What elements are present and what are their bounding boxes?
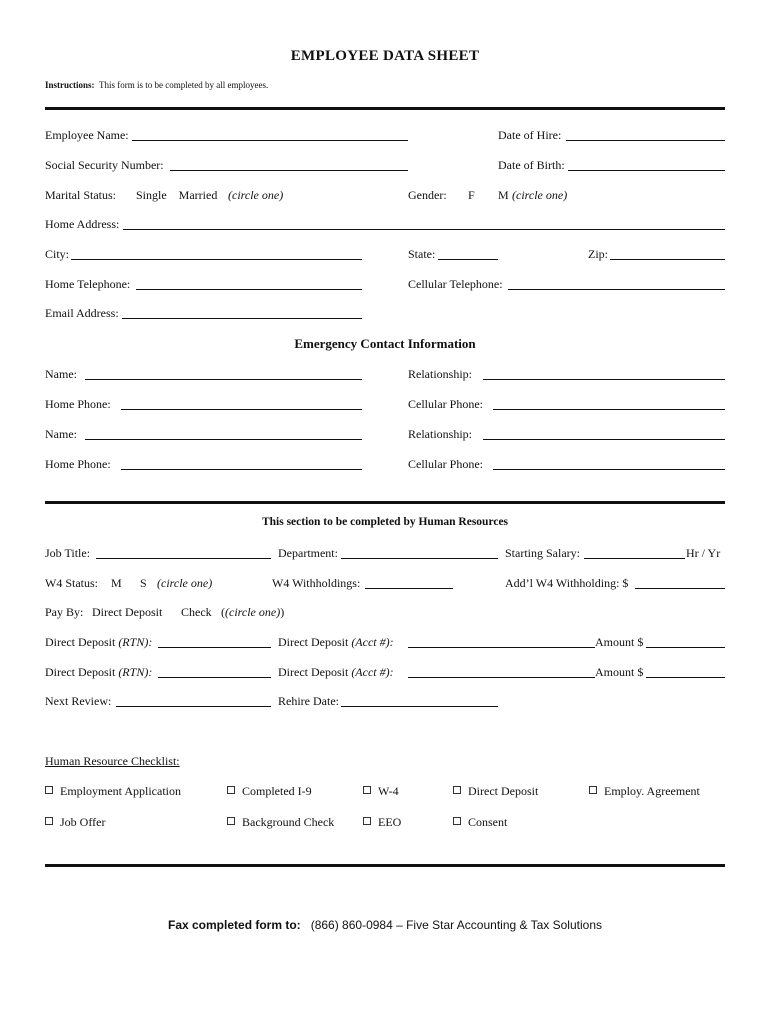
marital-status-label: Marital Status: — [45, 188, 116, 202]
dd-rtn-2-label — [45, 665, 152, 679]
department-field[interactable] — [341, 558, 498, 559]
dd-acct-1-prefix: Direct Deposit — [278, 635, 349, 649]
emergency-cellular-phone-1-label: Cellular Phone: — [408, 397, 483, 411]
rehire-date-field[interactable] — [341, 706, 498, 707]
marital-options[interactable]: Single Married — [136, 188, 218, 202]
instructions-text: This form is to be completed by all employees. — [99, 80, 269, 90]
amount-2-field[interactable] — [646, 677, 725, 678]
zip-field[interactable] — [610, 259, 725, 260]
checkbox-icon[interactable] — [363, 786, 371, 794]
gender-option-m[interactable]: M — [498, 188, 509, 202]
top-divider — [45, 107, 725, 110]
checklist-label: EEO — [378, 815, 402, 829]
checklist-label: Employ. Agreement — [604, 784, 700, 798]
checklist-label: Consent — [468, 815, 508, 829]
dd-acct-2-suffix: (Acct #): — [351, 665, 394, 679]
department-label: Department: — [278, 546, 338, 560]
checklist-item-consent[interactable] — [453, 815, 507, 829]
checklist-label: Job Offer — [60, 815, 106, 829]
employee-name-label: Employee Name: — [45, 128, 129, 142]
checklist-label: W-4 — [378, 784, 399, 798]
starting-salary-label: Starting Salary: — [505, 546, 580, 560]
date-of-hire-field[interactable] — [566, 140, 725, 141]
emergency-cellular-phone-2-field[interactable] — [493, 469, 725, 470]
checklist-item-w4[interactable] — [363, 784, 399, 798]
emergency-name-2-field[interactable] — [85, 439, 362, 440]
pay-by-circle-note: ((circle one)) — [221, 605, 285, 619]
dd-rtn-2-field[interactable] — [158, 677, 271, 678]
zip-label: Zip: — [588, 247, 608, 261]
fax-footer — [0, 918, 770, 932]
dd-acct-2-field[interactable] — [408, 677, 595, 678]
dd-rtn-1-prefix: Direct Deposit — [45, 635, 116, 649]
dd-acct-1-suffix: (Acct #): — [351, 635, 394, 649]
date-of-hire-label: Date of Hire: — [498, 128, 562, 142]
emergency-home-phone-2-label: Home Phone: — [45, 457, 111, 471]
bottom-divider — [45, 864, 725, 867]
employee-name-field[interactable] — [132, 140, 408, 141]
checkbox-icon[interactable] — [453, 786, 461, 794]
date-of-birth-label: Date of Birth: — [498, 158, 565, 172]
dd-rtn-1-label — [45, 635, 152, 649]
emergency-cellular-phone-2-label: Cellular Phone: — [408, 457, 483, 471]
gender-option-f[interactable]: F — [468, 188, 475, 202]
checkbox-icon[interactable] — [589, 786, 597, 794]
w4-option-m[interactable]: M — [111, 576, 122, 590]
cellular-telephone-field[interactable] — [508, 289, 725, 290]
salary-unit-label[interactable]: Hr / Yr — [686, 546, 721, 560]
cellular-telephone-label: Cellular Telephone: — [408, 277, 503, 291]
job-title-field[interactable] — [96, 558, 271, 559]
w4-option-s[interactable]: S — [140, 576, 147, 590]
checklist-title: Human Resource Checklist: — [45, 754, 180, 768]
hr-divider — [45, 501, 725, 504]
checklist-label: Direct Deposit — [468, 784, 539, 798]
pay-by-circle-note-text: (circle one) — [225, 605, 281, 619]
gender-label: Gender: — [408, 188, 447, 202]
addl-w4-withholding-label: Add’l W4 Withholding: $ — [505, 576, 629, 590]
checklist-item-employment-application[interactable] — [45, 784, 181, 798]
emergency-relationship-1-field[interactable] — [483, 379, 725, 380]
emergency-cellular-phone-1-field[interactable] — [493, 409, 725, 410]
emergency-relationship-2-field[interactable] — [483, 439, 725, 440]
w4-withholdings-field[interactable] — [365, 588, 453, 589]
addl-w4-withholding-field[interactable] — [635, 588, 725, 589]
checkbox-icon[interactable] — [227, 786, 235, 794]
checklist-label: Background Check — [242, 815, 335, 829]
ssn-label: Social Security Number: — [45, 158, 164, 172]
emergency-name-2-label: Name: — [45, 427, 77, 441]
dd-acct-2-label — [278, 665, 394, 679]
email-address-field[interactable] — [122, 318, 362, 319]
checkbox-icon[interactable] — [363, 817, 371, 825]
emergency-relationship-1-label: Relationship: — [408, 367, 472, 381]
amount-2-label: Amount $ — [595, 665, 644, 679]
home-address-label: Home Address: — [45, 217, 120, 231]
emergency-heading: Emergency Contact Information — [294, 336, 476, 351]
form-title: EMPLOYEE DATA SHEET — [290, 48, 480, 64]
checkbox-icon[interactable] — [227, 817, 235, 825]
emergency-relationship-2-label: Relationship: — [408, 427, 472, 441]
instructions — [45, 80, 268, 90]
emergency-name-1-field[interactable] — [85, 379, 362, 380]
date-of-birth-field[interactable] — [568, 170, 725, 171]
instructions-label: Instructions: — [45, 80, 95, 90]
pay-by-label: Pay By: — [45, 605, 84, 619]
hr-heading: This section to be completed by Human Resources — [261, 516, 509, 528]
dd-rtn-2-suffix: (RTN): — [118, 665, 153, 679]
city-label: City: — [45, 247, 70, 261]
dd-acct-2-prefix: Direct Deposit — [278, 665, 349, 679]
dd-acct-1-field[interactable] — [408, 647, 595, 648]
checkbox-icon[interactable] — [45, 817, 53, 825]
home-telephone-field[interactable] — [136, 289, 362, 290]
fax-footer-label: Fax completed form to: — [168, 918, 301, 932]
checkbox-icon[interactable] — [453, 817, 461, 825]
checklist-item-completed-i9[interactable] — [227, 784, 312, 798]
w4-circle-note: (circle one) — [157, 576, 213, 590]
w4-status-label: W4 Status: — [45, 576, 98, 590]
home-address-field[interactable] — [123, 229, 725, 230]
emergency-home-phone-1-field[interactable] — [121, 409, 362, 410]
pay-by-direct-deposit-option[interactable]: Direct Deposit — [92, 605, 163, 619]
email-address-label: Email Address: — [45, 306, 119, 320]
emergency-home-phone-2-field[interactable] — [121, 469, 362, 470]
marital-circle-note: (circle one) — [228, 188, 284, 202]
state-field[interactable] — [438, 259, 498, 260]
state-label: State: — [408, 247, 436, 261]
checklist-item-job-offer[interactable] — [45, 815, 105, 829]
checklist-label: Employment Application — [60, 784, 181, 798]
next-review-label: Next Review: — [45, 694, 112, 708]
amount-1-field[interactable] — [646, 647, 725, 648]
rehire-date-label: Rehire Date: — [278, 694, 339, 708]
gender-circle-note: (circle one) — [512, 188, 568, 202]
emergency-home-phone-1-label: Home Phone: — [45, 397, 111, 411]
city-field[interactable] — [71, 259, 362, 260]
amount-1-label: Amount $ — [595, 635, 644, 649]
fax-footer-text: (866) 860-0984 – Five Star Accounting & Tax Solutions — [310, 918, 602, 932]
checklist-item-eeo[interactable] — [363, 815, 401, 829]
checklist-label: Completed I-9 — [242, 784, 312, 798]
emergency-name-1-label: Name: — [45, 367, 77, 381]
checklist-item-direct-deposit[interactable] — [453, 784, 538, 798]
w4-withholdings-label: W4 Withholdings: — [272, 576, 361, 590]
next-review-field[interactable] — [116, 706, 271, 707]
dd-rtn-1-suffix: (RTN): — [118, 635, 153, 649]
dd-rtn-2-prefix: Direct Deposit — [45, 665, 116, 679]
starting-salary-field[interactable] — [584, 558, 685, 559]
checklist-item-background-check[interactable] — [227, 815, 334, 829]
checkbox-icon[interactable] — [45, 786, 53, 794]
checklist-item-employ-agreement[interactable] — [589, 784, 700, 798]
ssn-field[interactable] — [170, 170, 408, 171]
job-title-label: Job Title: — [45, 546, 91, 560]
home-telephone-label: Home Telephone: — [45, 277, 131, 291]
dd-acct-1-label — [278, 635, 394, 649]
pay-by-check-option[interactable]: Check — [181, 605, 212, 619]
dd-rtn-1-field[interactable] — [158, 647, 271, 648]
